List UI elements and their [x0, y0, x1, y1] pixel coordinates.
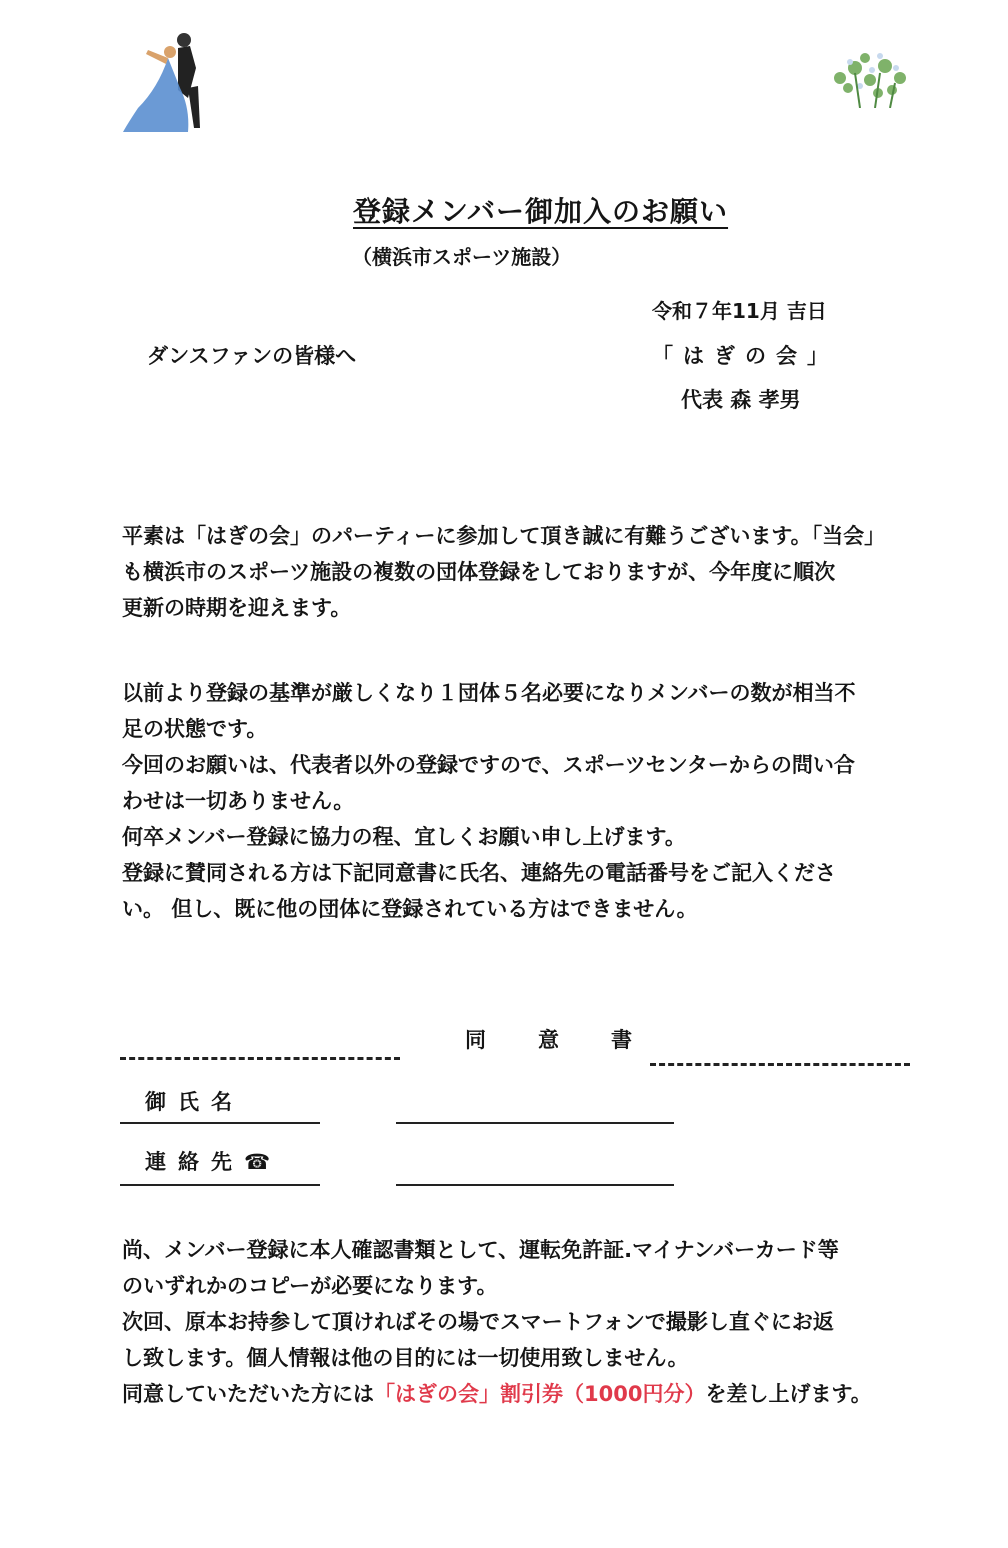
flower-bouquet-illustration	[820, 28, 920, 108]
label-underline	[120, 1122, 320, 1124]
addressee: ダンスファンの皆様へ	[147, 344, 357, 368]
paragraph-line: のいずれかのコピーが必要になります。	[122, 1274, 498, 1298]
paragraph-line: 更新の時期を迎えます。	[122, 596, 352, 620]
contact-field-line[interactable]	[396, 1184, 674, 1186]
dancing-couple-illustration	[118, 28, 238, 138]
discount-suffix: を差し上げます。	[705, 1382, 872, 1406]
paragraph-line: 平素は「はぎの会」のパーティーに参加して頂き誠に有難うございます。「当会」	[122, 524, 886, 548]
paragraph-request	[122, 675, 982, 927]
label-underline	[120, 1184, 320, 1186]
discount-line	[122, 1376, 982, 1412]
paragraph-line: 今回のお願いは、代表者以外の登録ですので、スポーツセンターからの問い合	[122, 753, 855, 777]
paragraph-notes	[122, 1232, 982, 1412]
paragraph-line: し致します。個人情報は他の目的には一切使用致しません。	[122, 1346, 689, 1370]
paragraph-greeting	[122, 518, 982, 626]
name-label: 御氏名	[145, 1090, 244, 1114]
discount-prefix: 同意していただいた方には	[122, 1382, 374, 1406]
paragraph-line: 何卒メンバー登録に協力の程、宜しくお願い申し上げます。	[122, 825, 686, 849]
paragraph-line: 尚、メンバー登録に本人確認書類として、運転免許証.マイナンバーカード等	[122, 1238, 839, 1262]
issue-date: 令和７年11月 吉日	[652, 299, 827, 323]
consent-form-title: 同意書	[465, 1028, 684, 1052]
page-subtitle: （横浜市スポーツ施設）	[352, 245, 572, 269]
organization-name: 「はぎの会」	[652, 344, 838, 368]
paragraph-line: も横浜市のスポーツ施設の複数の団体登録をしておりますが、今年度に順次	[122, 560, 836, 584]
paragraph-line: 足の状態です。	[122, 717, 268, 741]
name-field-line[interactable]	[396, 1122, 674, 1124]
paragraph-line: 次回、原本お持参して頂ければその場でスマートフォンで撮影し直ぐにお返	[122, 1310, 834, 1334]
paragraph-line: い。 但し、既に他の団体に登録されている方はできません。	[122, 897, 698, 921]
paragraph-line: わせは一切ありません。	[122, 789, 355, 813]
representative-name: 代表 森 孝男	[681, 388, 801, 412]
divider-left	[120, 1057, 400, 1060]
contact-label: 連絡先☎	[145, 1150, 283, 1174]
paragraph-line: 登録に賛同される方は下記同意書に氏名、連絡先の電話番号をご記入くださ	[122, 861, 836, 885]
paragraph-line: 以前より登録の基準が厳しくなり１団体５名必要になりメンバーの数が相当不	[122, 681, 856, 705]
divider-right	[650, 1063, 910, 1066]
page-title: 登録メンバー御加入のお願い	[353, 195, 729, 228]
discount-highlight: 「はぎの会」割引券（1000円分）	[374, 1382, 706, 1406]
